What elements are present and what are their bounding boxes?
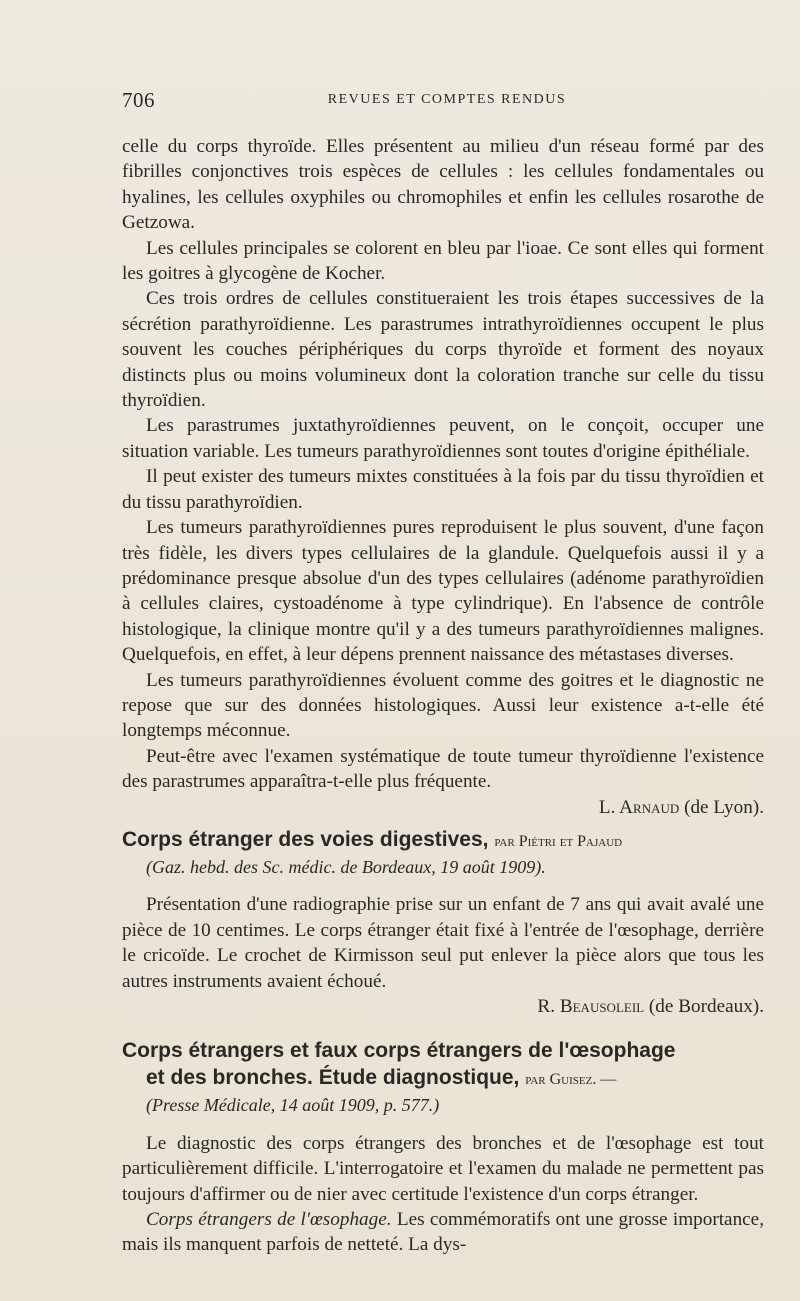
section-title-line2: et des bronches. Étude diagnostique, xyxy=(146,1066,520,1090)
paragraph: Présentation d'une radiographie prise sur un enfant de 7 ans qui avait avalé une pièce de 10 centimes. Le corps étranger était fixé à l'entrée de l'œsophage, derrière le cricoïde. Le crochet de Kirmisson seul put enlever la pièce alors que tous les autres instruments avaient échoué. xyxy=(122,894,764,992)
section-title: Corps étranger des voies digestives, xyxy=(122,827,489,851)
signature-place: (de Bordeaux). xyxy=(648,996,764,1017)
article-body xyxy=(122,134,764,1258)
paragraph: Les tumeurs parathyroïdiennes évoluent comme des goitres et le diagnostic ne repose que sur des données histologiques. Aussi leur existence a-t-elle été longtemps méconnue. xyxy=(122,669,764,742)
paragraph: Le diagnostic des corps étrangers des bronches et de l'œsophage est tout particulièrement difficile. L'interrogatoire et l'examen du malade ne permettent pas toujours d'affirmer ou de nier avec certitude l'existence d'un corps étranger. xyxy=(122,1132,764,1205)
paragraph: Peut-être avec l'examen systématique de toute tumeur thyroïdienne l'existence des parastrumes apparaîtra-t-elle plus fréquente. xyxy=(122,745,764,793)
page-number: 706 xyxy=(122,88,155,112)
signature-name: R. Beausoleil xyxy=(537,996,645,1017)
section-heading xyxy=(122,1037,764,1093)
paragraph-text: Les commémoratifs ont une grosse importance, mais ils manquent parfois de netteté. La dys- xyxy=(122,1209,764,1256)
paragraph: celle du corps thyroïde. Elles présentent au milieu d'un réseau formé par des fibrilles conjonctives trois espèces de cellules : les cellules fondamentales ou hyalines, les cellules oxyphiles ou chromophiles et enfin les cellules rosarothe de Getzowa. xyxy=(122,136,764,234)
paragraph: Les parastrumes juxtathyroïdiennes peuvent, on le conçoit, occuper une situation variable. Les tumeurs parathyroïdiennes sont toutes d'origine épithéliale. xyxy=(122,415,764,462)
signature-name: L. Arnaud xyxy=(598,796,680,818)
paragraph: Les tumeurs parathyroïdiennes pures reproduisent le plus souvent, d'une façon très fidèle, les divers types cellulaires de la glandule. Quelquefois aussi il y a prédominance presque absolue d'un des types cellulaires (adénome parathyroïdien à cellules claires, cystoadénome à type cylindrique). En l'absence de contrôle histologique, la clinique montre qu'il y a des tumeurs parathyroïdiennes malignes. Quelquefois, en effet, à leur dépens prennent naissance des métastases diverses. xyxy=(122,517,764,666)
citation: (Presse Médicale, 14 août 1909, p. 577.) xyxy=(146,1095,440,1116)
section-byline: par Guisez. — xyxy=(525,1071,617,1089)
signature xyxy=(122,795,764,820)
paragraph-lead: Corps étrangers de l'œsophage. xyxy=(146,1209,392,1231)
section-heading xyxy=(122,826,764,855)
paragraph: Les cellules principales se colorent en bleu par l'ioae. Ce sont elles qui forment les goitres à glycogène de Kocher. xyxy=(122,237,764,285)
signature-place: (de Lyon). xyxy=(684,796,764,818)
citation: (Gaz. hebd. des Sc. médic. de Bordeaux, 19 août 1909). xyxy=(146,856,546,877)
page-header xyxy=(122,88,772,118)
running-title: REVUES ET COMPTES RENDUS xyxy=(327,92,567,107)
paragraph xyxy=(122,1207,764,1258)
paragraph: Il peut exister des tumeurs mixtes constituées à la fois par du tissu thyroïdien et du tissu parathyroïdien. xyxy=(122,466,764,513)
section-byline: par Piétri et Pajaud xyxy=(494,832,623,850)
section-title-line1: Corps étrangers et faux corps étrangers de l'œsophage xyxy=(122,1039,676,1063)
signature xyxy=(122,994,764,1019)
paragraph: Ces trois ordres de cellules constitueraient les trois étapes successives de la sécrétion parathyroïdienne. Les parastrumes intrathyroïdiennes occupent le plus souvent les couches périphériques du corps thyroïde et forment des noyaux distincts plus ou moins volumineux dont la coloration tranche sur celle du tissu thyroïdien. xyxy=(122,288,764,412)
